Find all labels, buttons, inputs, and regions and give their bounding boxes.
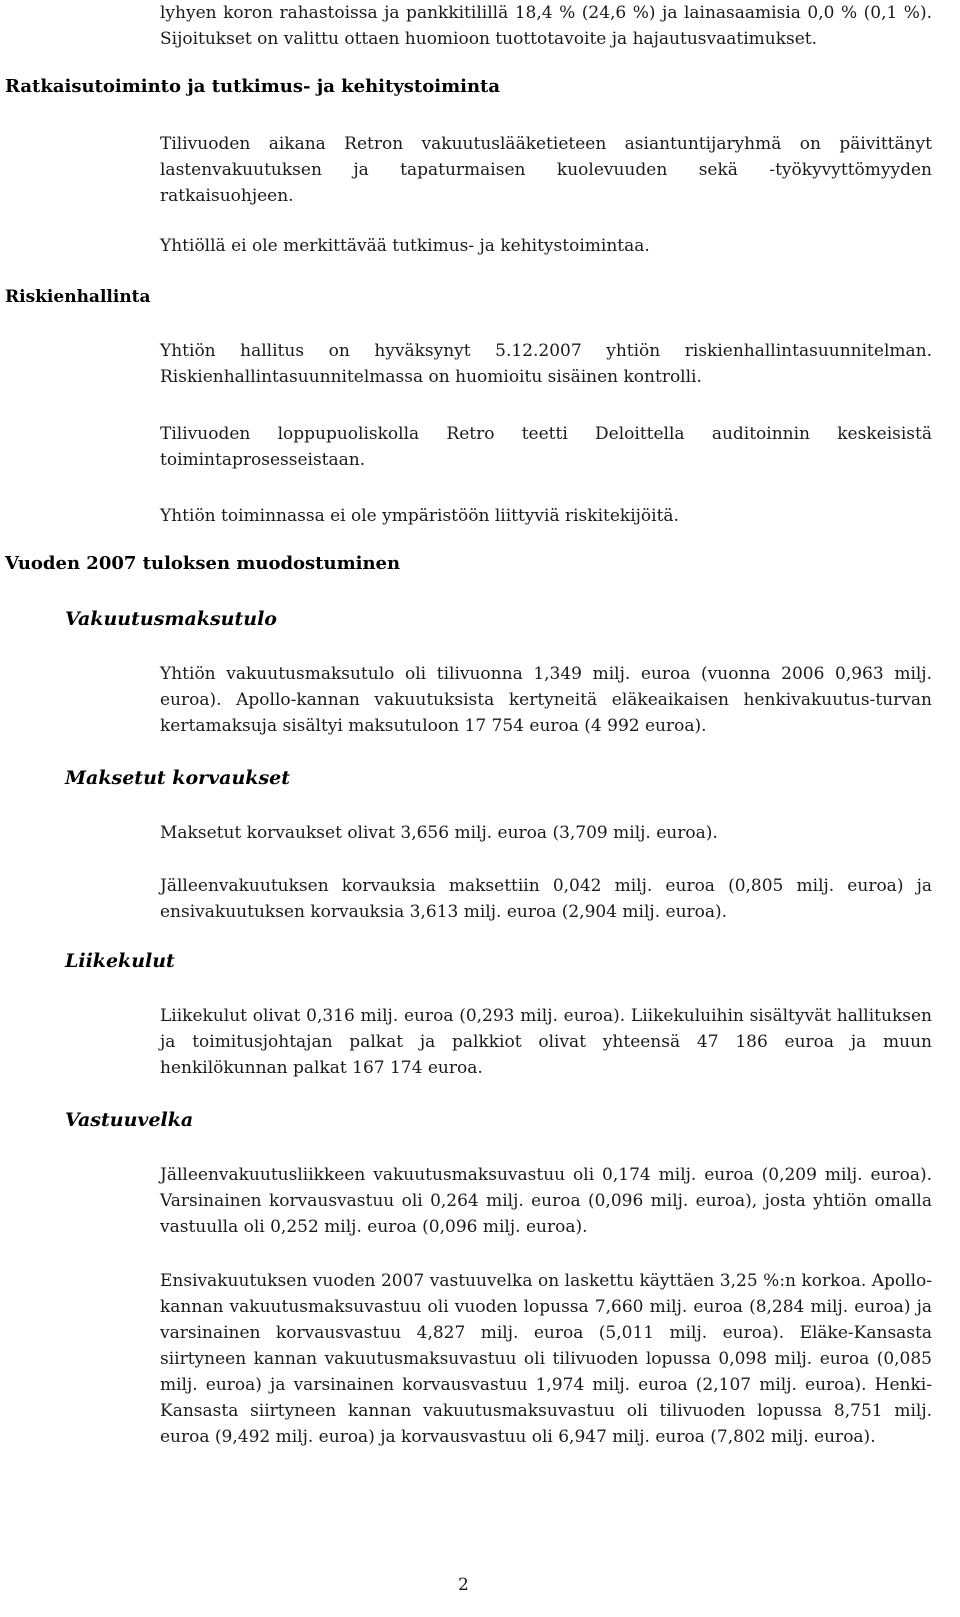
technical-provisions-paragraph-1: Jälleenvakuutusliikkeen vakuutusmaksuvastuu oli 0,174 milj. euroa (0,209 milj. euroa). Varsinainen korvausvastuu oli 0,264 milj. euroa (0,096 milj. euroa), josta yhtiön omalla vastuulla oli 0,252 milj. euroa (0,096 milj. euroa). [160, 1165, 932, 1237]
paid-claims-paragraph-2: Jälleenvakuutuksen korvauksia maksettiin 0,042 milj. euroa (0,805 milj. euroa) ja ensivakuutuksen korvauksia 3,613 milj. euroa (2,904 milj. euroa). [160, 876, 932, 922]
risk-paragraph-2: Tilivuoden loppupuoliskolla Retro teetti Deloittella auditoinnin keskeisistä toimintaprosesseistaan. [160, 424, 932, 470]
paid-claims-paragraph-1: Maksetut korvaukset olivat 3,656 milj. euroa (3,709 milj. euroa). [160, 823, 718, 843]
page-number: 2 [458, 1575, 469, 1595]
top-paragraph-fragment: lyhyen koron rahastoissa ja pankkitilillä 18,4 % (24,6 %) ja lainasaamisia 0,0 % (0,1 %). Sijoitukset on valittu ottaen huomioon tuottotavoite ja hajautusvaatimukset. [160, 3, 932, 49]
operating-expenses-heading: Liikekulut [65, 950, 175, 972]
result-section-heading: Vuoden 2007 tuloksen muodostuminen [5, 553, 401, 574]
risk-paragraph-3: Yhtiön toiminnassa ei ole ympäristöön liittyviä riskitekijöitä. [160, 506, 679, 526]
risk-paragraph-1: Yhtiön hallitus on hyväksynyt 5.12.2007 yhtiön riskienhallintasuunnitelman. Riskienhallintasuunnitelmassa on huomioitu sisäinen kontrolli. [160, 341, 932, 387]
premium-income-paragraph: Yhtiön vakuutusmaksutulo oli tilivuonna 1,349 milj. euroa (vuonna 2006 0,963 milj. euroa). Apollo-kannan vakuutuksista kertyneitä eläkeaikaisen henkivakuutus-turvan kertamaksuja sisältyi maksutuloon 17 754 euroa (4 992 euroa). [160, 664, 932, 736]
technical-provisions-heading: Vastuuvelka [65, 1109, 194, 1131]
rd-paragraph-1: Tilivuoden aikana Retron vakuutuslääketieteen asiantuntijaryhmä on päivittänyt lastenvakuutuksen ja tapaturmaisen kuolevuuden sekä -työkyvyttömyyden ratkaisuohjeen. [160, 134, 932, 206]
technical-provisions-paragraph-2: Ensivakuutuksen vuoden 2007 vastuuvelka on laskettu käyttäen 3,25 %:n korkoa. Apollo-kannan vakuutusmaksuvastuu oli vuoden lopussa 7,660 milj. euroa (8,284 milj. euroa) ja varsinainen korvausvastuu 4,827 milj. euroa (5,011 milj. euroa). Eläke-Kansasta siirtyneen kannan vakuutusmaksuvastuu oli tilivuoden lopussa 0,098 milj. euroa (0,085 milj. euroa) ja varsinainen korvausvastuu 1,974 milj. euroa (2,107 milj. euroa). Henki-Kansasta siirtyneen kannan vakuutusmaksuvastuu oli tilivuoden lopussa 8,751 milj. euroa (9,492 milj. euroa) ja korvausvastuu oli 6,947 milj. euroa (7,802 milj. euroa). [160, 1271, 932, 1447]
rd-paragraph-2: Yhtiöllä ei ole merkittävää tutkimus- ja kehitystoimintaa. [160, 236, 650, 256]
premium-income-heading: Vakuutusmaksutulo [65, 608, 277, 630]
operating-expenses-paragraph: Liikekulut olivat 0,316 milj. euroa (0,293 milj. euroa). Liikekuluihin sisältyvät hallituksen ja toimitusjohtajan palkat ja palkkiot olivat yhteensä 47 186 euroa ja muun henkilökunnan palkat 167 174 euroa. [160, 1006, 932, 1078]
paid-claims-heading: Maksetut korvaukset [65, 767, 291, 789]
risk-management-label: Riskienhallinta [5, 287, 151, 307]
rd-section-heading: Ratkaisutoiminto ja tutkimus- ja kehitystoiminta [5, 76, 501, 97]
